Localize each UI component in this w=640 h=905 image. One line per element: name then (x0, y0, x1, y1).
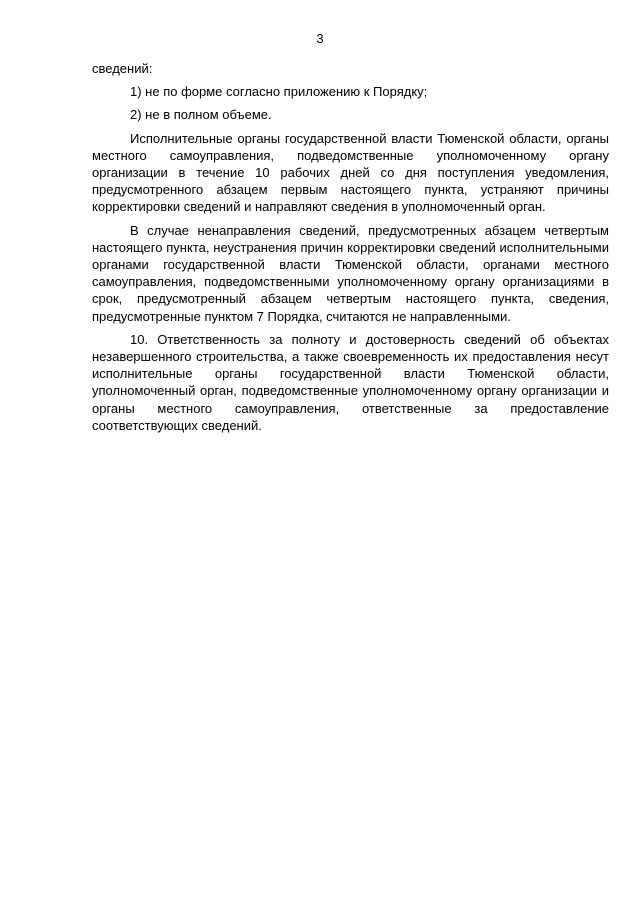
list-item-2: 2) не в полном объеме. (130, 107, 272, 123)
page-number: 3 (316, 31, 324, 46)
paragraph-correction-deadline: Исполнительные органы государственной власти Тюменской области, органы местного самоуправления, подведомственные уполномоченному органу организации в течение 10 рабочих дней со дня поступления уведомления, предусмотренного абзацем первым настоящего пункта, устраняют причины корректировки сведений и направляют сведения в уполномоченный орган. (92, 130, 609, 215)
list-item-1: 1) не по форме согласно приложению к Порядку; (130, 84, 428, 100)
paragraph-responsibility: 10. Ответственность за полноту и достоверность сведений об объектах незавершенного строительства, а также своевременность их предоставления несут исполнительные органы государственной власти Тюменской области, уполномоченный орган, подведомственные уполномоченному органу организации и органы местного самоуправления, ответственные за предоставление соответствующих сведений. (92, 331, 609, 433)
paragraph-non-submission: В случае ненаправления сведений, предусмотренных абзацем четвертым настоящего пункта, неустранения причин корректировки сведений исполнительными органами государственной власти Тюменской области, органами местного самоуправления, подведомственными уполномоченному органу организациями в срок, предусмотренный абзацем четвертым настоящего пункта, сведения, предусмотренные пунктом 7 Порядка, считаются не направленными. (92, 222, 609, 324)
document-body (92, 60, 609, 440)
paragraph-continuation: сведений: (92, 61, 153, 76)
